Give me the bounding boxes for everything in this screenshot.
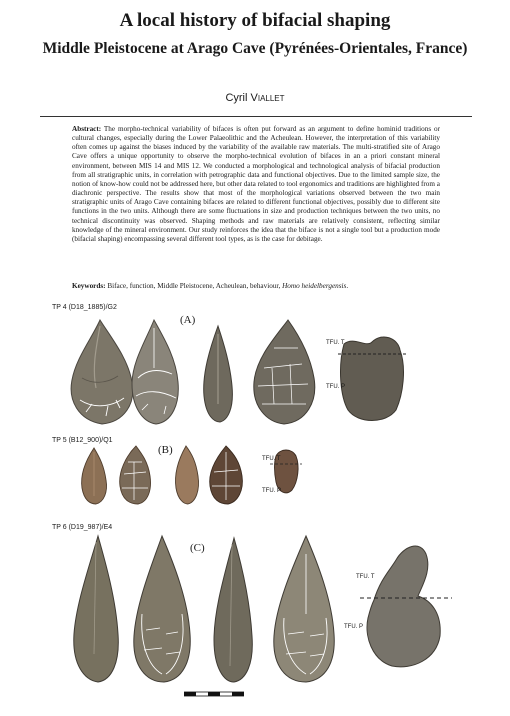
- abstract-text: The morpho-technical variability of bifaces is often put forward as an argument to define hominid traditions or cultural changes, especially during the Lower Palaeolithic and the Acheulean. However, the interpretation of this variability often comes up against the biases induced by the variability of the available raw materials. The multi-stratified site of Arago Cave offers a unique opportunity to observe the morpho-technical evolution of bifaces in an a priori constant mineral environment, between MIS 14 and MIS 12. We conducted a morphological and technological analysis of bifacial production from all stratigraphic units, in correlation with petrographic data and functional objectives. Due to the limited sample size, the notion of know-how could not be addressed here, but other data related to tool ergonomics and traditions are highlighted from a diachronic perspective. The results show that most of the morphological variations observed between the two main stratigraphic units of Arago Cave containing bifaces are related to different functional objectives, possibly due to different site functions in the two units. Although there are some fluctuations in size and production techniques between the two units, no technical discontinuity was observed. Shaping methods and raw materials are relatively consistent, reflecting similar knowledge of the mineral environment. Our study reinforces the idea that the biface is not a single tool but a production mode (bifacial shaping) encompassing several different tool types, as is the case for debitage.: [72, 125, 441, 243]
- tfu-top-c: TFU. T: [356, 574, 375, 580]
- biface-a-2: [124, 318, 186, 426]
- tfu-top-a: TFU. T: [326, 340, 345, 346]
- biface-c-5-tfu: [360, 540, 452, 672]
- keywords-text: Biface, function, Middle Pleistocene, Acheulean, behaviour,: [107, 282, 281, 290]
- biface-a-4: [244, 318, 322, 426]
- biface-b-1: [76, 446, 112, 506]
- biface-b-3: [170, 444, 204, 506]
- biface-b-4: [204, 444, 248, 506]
- paper-subtitle: Middle Pleistocene at Arago Cave (Pyrénées-Orientales, France): [42, 40, 468, 57]
- keywords-end: .: [346, 282, 349, 290]
- biface-a-3: [196, 324, 240, 424]
- biface-c-2: [126, 534, 198, 684]
- biface-a-5-tfu: [336, 330, 410, 426]
- tfu-top-b: TFU. T: [262, 456, 281, 462]
- tfu-bottom-a: TFU. P: [326, 384, 345, 390]
- biface-c-1: [66, 534, 126, 684]
- figure-letter-a: (A): [180, 314, 196, 326]
- paper-title: A local history of bifacial shaping: [119, 10, 391, 31]
- scale-bar: [184, 691, 244, 697]
- biface-c-4: [266, 534, 342, 684]
- tp-label-b: TP 5 (B12_900)/Q1: [52, 437, 113, 444]
- tfu-bottom-b: TFU. P: [262, 488, 281, 494]
- keywords-label: Keywords:: [72, 282, 106, 290]
- figure-letter-c: (C): [190, 542, 205, 554]
- tp-label-c: TP 6 (D19_987)/E4: [52, 524, 113, 531]
- figure-letter-b: (B): [158, 444, 173, 456]
- abstract-label: Abstract:: [72, 125, 102, 133]
- tp-label-a: TP 4 (D18_1885)/G2: [52, 304, 117, 311]
- biface-c-3: [206, 536, 260, 684]
- header-divider: [40, 116, 472, 117]
- tfu-bottom-c: TFU. P: [344, 624, 363, 630]
- author-first-name: Cyril: [225, 92, 248, 104]
- keywords-italic: Homo heidelbergensis: [282, 282, 347, 290]
- author-name: [0, 92, 510, 104]
- keywords: [72, 282, 440, 291]
- abstract: [72, 125, 440, 244]
- biface-b-2: [114, 444, 156, 506]
- author-last-name: Viallet: [250, 92, 285, 104]
